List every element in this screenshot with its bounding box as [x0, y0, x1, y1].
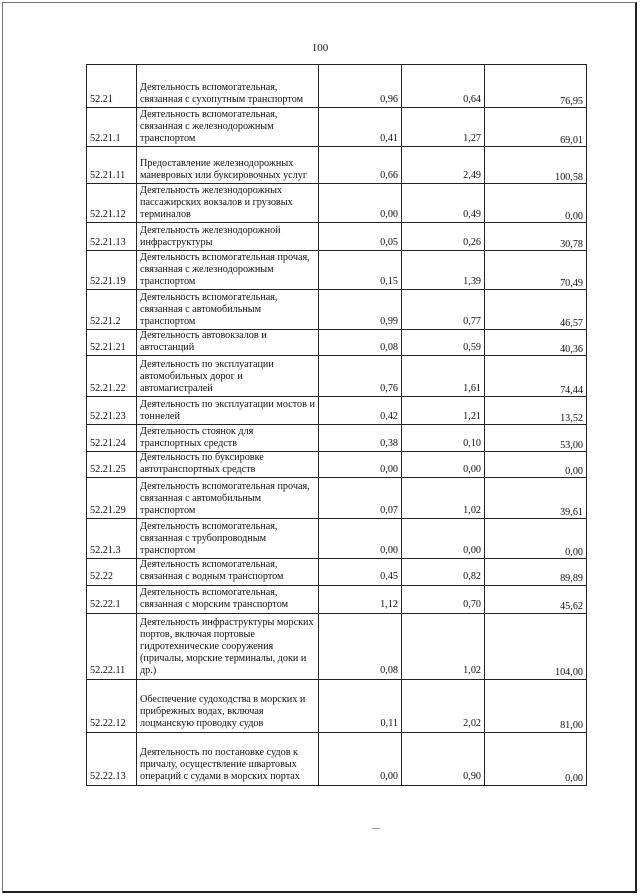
value-cell-3	[485, 613, 587, 679]
value-cell-1: 0,11	[319, 679, 402, 732]
value-text: 0,00	[565, 210, 583, 222]
name-cell: Деятельность вспомогательная, связанная с железнодорожным транспортом	[137, 108, 319, 147]
value-cell-1: 0,42	[319, 397, 402, 425]
table-row	[87, 585, 587, 613]
table-row	[87, 478, 587, 519]
value-cell-3	[485, 679, 587, 732]
value-cell-3	[485, 478, 587, 519]
code-cell: 52.21.13	[87, 223, 137, 251]
value-cell-3	[485, 585, 587, 613]
name-cell: Деятельность железнодорожной инфраструктуры	[137, 223, 319, 251]
value-cell-2: 0,64	[402, 65, 485, 108]
table-row	[87, 223, 587, 251]
code-cell: 52.22.1	[87, 585, 137, 613]
table-row	[87, 356, 587, 397]
value-cell-2: 0,49	[402, 184, 485, 223]
value-cell-1: 1,12	[319, 585, 402, 613]
value-cell-1: 0,41	[319, 108, 402, 147]
value-text: 74,44	[560, 385, 583, 397]
code-cell: 52.21.11	[87, 147, 137, 184]
value-text: 46,57	[560, 317, 583, 329]
value-cell-2: 0,00	[402, 519, 485, 559]
value-text: 13,52	[560, 413, 583, 425]
value-cell-1: 0,00	[319, 519, 402, 559]
value-cell-3	[485, 559, 587, 585]
code-cell: 52.22.12	[87, 679, 137, 732]
value-cell-2: 1,61	[402, 356, 485, 397]
table-row	[87, 184, 587, 223]
table-row	[87, 559, 587, 585]
code-cell: 52.21.24	[87, 425, 137, 452]
name-cell: Обеспечение судоходства в морских и прибрежных водах, включая лоцманскую проводку судов	[137, 679, 319, 732]
code-cell: 52.21	[87, 65, 137, 108]
value-cell-2: 2,49	[402, 147, 485, 184]
value-cell-1: 0,08	[319, 613, 402, 679]
value-cell-2: 0,26	[402, 223, 485, 251]
code-cell: 52.22	[87, 559, 137, 585]
value-cell-3	[485, 251, 587, 290]
value-cell-1: 0,00	[319, 452, 402, 478]
value-cell-3	[485, 732, 587, 785]
code-cell: 52.21.2	[87, 290, 137, 330]
value-text: 100,58	[554, 171, 583, 183]
value-cell-3	[485, 290, 587, 330]
name-cell: Деятельность вспомогательная, связанная с водным транспортом	[137, 559, 319, 585]
table-row	[87, 519, 587, 559]
value-cell-1: 0,00	[319, 184, 402, 223]
code-cell: 52.22.13	[87, 732, 137, 785]
name-cell: Деятельность по буксировке автотранспортных средств	[137, 452, 319, 478]
value-cell-1: 0,45	[319, 559, 402, 585]
value-cell-2: 2,02	[402, 679, 485, 732]
value-text: 30,78	[560, 238, 583, 250]
value-cell-3	[485, 65, 587, 108]
name-cell: Деятельность по постановке судов к причалу, осуществление швартовых операций с судами в морских портах	[137, 732, 319, 785]
value-cell-1: 0,38	[319, 425, 402, 452]
value-cell-3	[485, 223, 587, 251]
value-cell-2: 1,02	[402, 613, 485, 679]
code-cell: 52.21.12	[87, 184, 137, 223]
value-cell-2: 1,21	[402, 397, 485, 425]
value-text: 70,49	[560, 277, 583, 289]
name-cell: Деятельность автовокзалов и автостанций	[137, 330, 319, 356]
name-cell: Деятельность стоянок для транспортных средств	[137, 425, 319, 452]
value-cell-2: 1,39	[402, 251, 485, 290]
name-cell: Деятельность вспомогательная, связанная с автомобильным транспортом	[137, 290, 319, 330]
table-body	[87, 65, 587, 786]
value-text: 81,00	[560, 720, 583, 732]
value-cell-2: 0,00	[402, 452, 485, 478]
value-text: 0,00	[565, 773, 583, 785]
page-number: 100	[311, 42, 329, 54]
name-cell: Деятельность по эксплуатации мостов и тоннелей	[137, 397, 319, 425]
value-cell-1: 0,00	[319, 732, 402, 785]
table-row	[87, 452, 587, 478]
activity-table	[86, 64, 587, 786]
code-cell: 52.21.22	[87, 356, 137, 397]
value-cell-3	[485, 108, 587, 147]
table-row	[87, 147, 587, 184]
code-cell: 52.21.21	[87, 330, 137, 356]
value-text: 0,00	[565, 547, 583, 559]
value-cell-2: 0,82	[402, 559, 485, 585]
value-cell-2: 0,10	[402, 425, 485, 452]
value-cell-2: 0,59	[402, 330, 485, 356]
name-cell: Деятельность вспомогательная, связанная с трубопроводным транспортом	[137, 519, 319, 559]
value-cell-3	[485, 330, 587, 356]
value-cell-2: 0,70	[402, 585, 485, 613]
value-cell-2: 1,02	[402, 478, 485, 519]
value-text: 39,61	[560, 507, 583, 519]
value-text: 76,95	[560, 95, 583, 107]
scan-mark	[372, 828, 380, 829]
table-row	[87, 732, 587, 785]
value-cell-1: 0,66	[319, 147, 402, 184]
value-text: 45,62	[560, 601, 583, 613]
value-cell-2: 0,90	[402, 732, 485, 785]
value-cell-3	[485, 147, 587, 184]
value-text: 104,00	[554, 667, 583, 679]
value-text: 53,00	[560, 440, 583, 452]
value-cell-1: 0,08	[319, 330, 402, 356]
name-cell: Деятельность по эксплуатации автомобильных дорог и автомагистралей	[137, 356, 319, 397]
value-cell-1: 0,96	[319, 65, 402, 108]
table-row	[87, 425, 587, 452]
value-cell-1: 0,99	[319, 290, 402, 330]
value-cell-3	[485, 356, 587, 397]
value-cell-3	[485, 397, 587, 425]
value-text: 69,01	[560, 134, 583, 146]
value-cell-3	[485, 425, 587, 452]
value-cell-1: 0,07	[319, 478, 402, 519]
value-cell-3	[485, 452, 587, 478]
value-text: 89,89	[560, 573, 583, 585]
name-cell: Деятельность вспомогательная, связанная с морским транспортом	[137, 585, 319, 613]
code-cell: 52.21.19	[87, 251, 137, 290]
code-cell: 52.21.1	[87, 108, 137, 147]
name-cell: Деятельность вспомогательная, связанная с сухопутным транспортом	[137, 65, 319, 108]
name-cell: Деятельность вспомогательная прочая, связанная с автомобильным транспортом	[137, 478, 319, 519]
name-cell: Деятельность железнодорожных пассажирских вокзалов и грузовых терминалов	[137, 184, 319, 223]
table-row	[87, 613, 587, 679]
name-cell: Деятельность вспомогательная прочая, связанная с железнодорожным транспортом	[137, 251, 319, 290]
code-cell: 52.21.3	[87, 519, 137, 559]
code-cell: 52.21.23	[87, 397, 137, 425]
value-cell-1: 0,05	[319, 223, 402, 251]
code-cell: 52.21.25	[87, 452, 137, 478]
value-cell-2: 1,27	[402, 108, 485, 147]
value-text: 40,36	[560, 344, 583, 356]
name-cell: Деятельность инфраструктуры морских портов, включая портовые гидротехнические сооружения (причалы, морские терминалы, доки и др.)	[137, 613, 319, 679]
value-cell-2: 0,77	[402, 290, 485, 330]
table-row	[87, 108, 587, 147]
value-cell-3	[485, 519, 587, 559]
table-row	[87, 330, 587, 356]
code-cell: 52.21.29	[87, 478, 137, 519]
table-row	[87, 251, 587, 290]
table-row	[87, 290, 587, 330]
table-row	[87, 65, 587, 108]
table-row	[87, 679, 587, 732]
code-cell: 52.22.11	[87, 613, 137, 679]
name-cell: Предоставление железнодорожных маневровых или буксировочных услуг	[137, 147, 319, 184]
value-cell-1: 0,15	[319, 251, 402, 290]
table-row	[87, 397, 587, 425]
value-cell-1: 0,76	[319, 356, 402, 397]
value-cell-3	[485, 184, 587, 223]
value-text: 0,00	[565, 466, 583, 478]
